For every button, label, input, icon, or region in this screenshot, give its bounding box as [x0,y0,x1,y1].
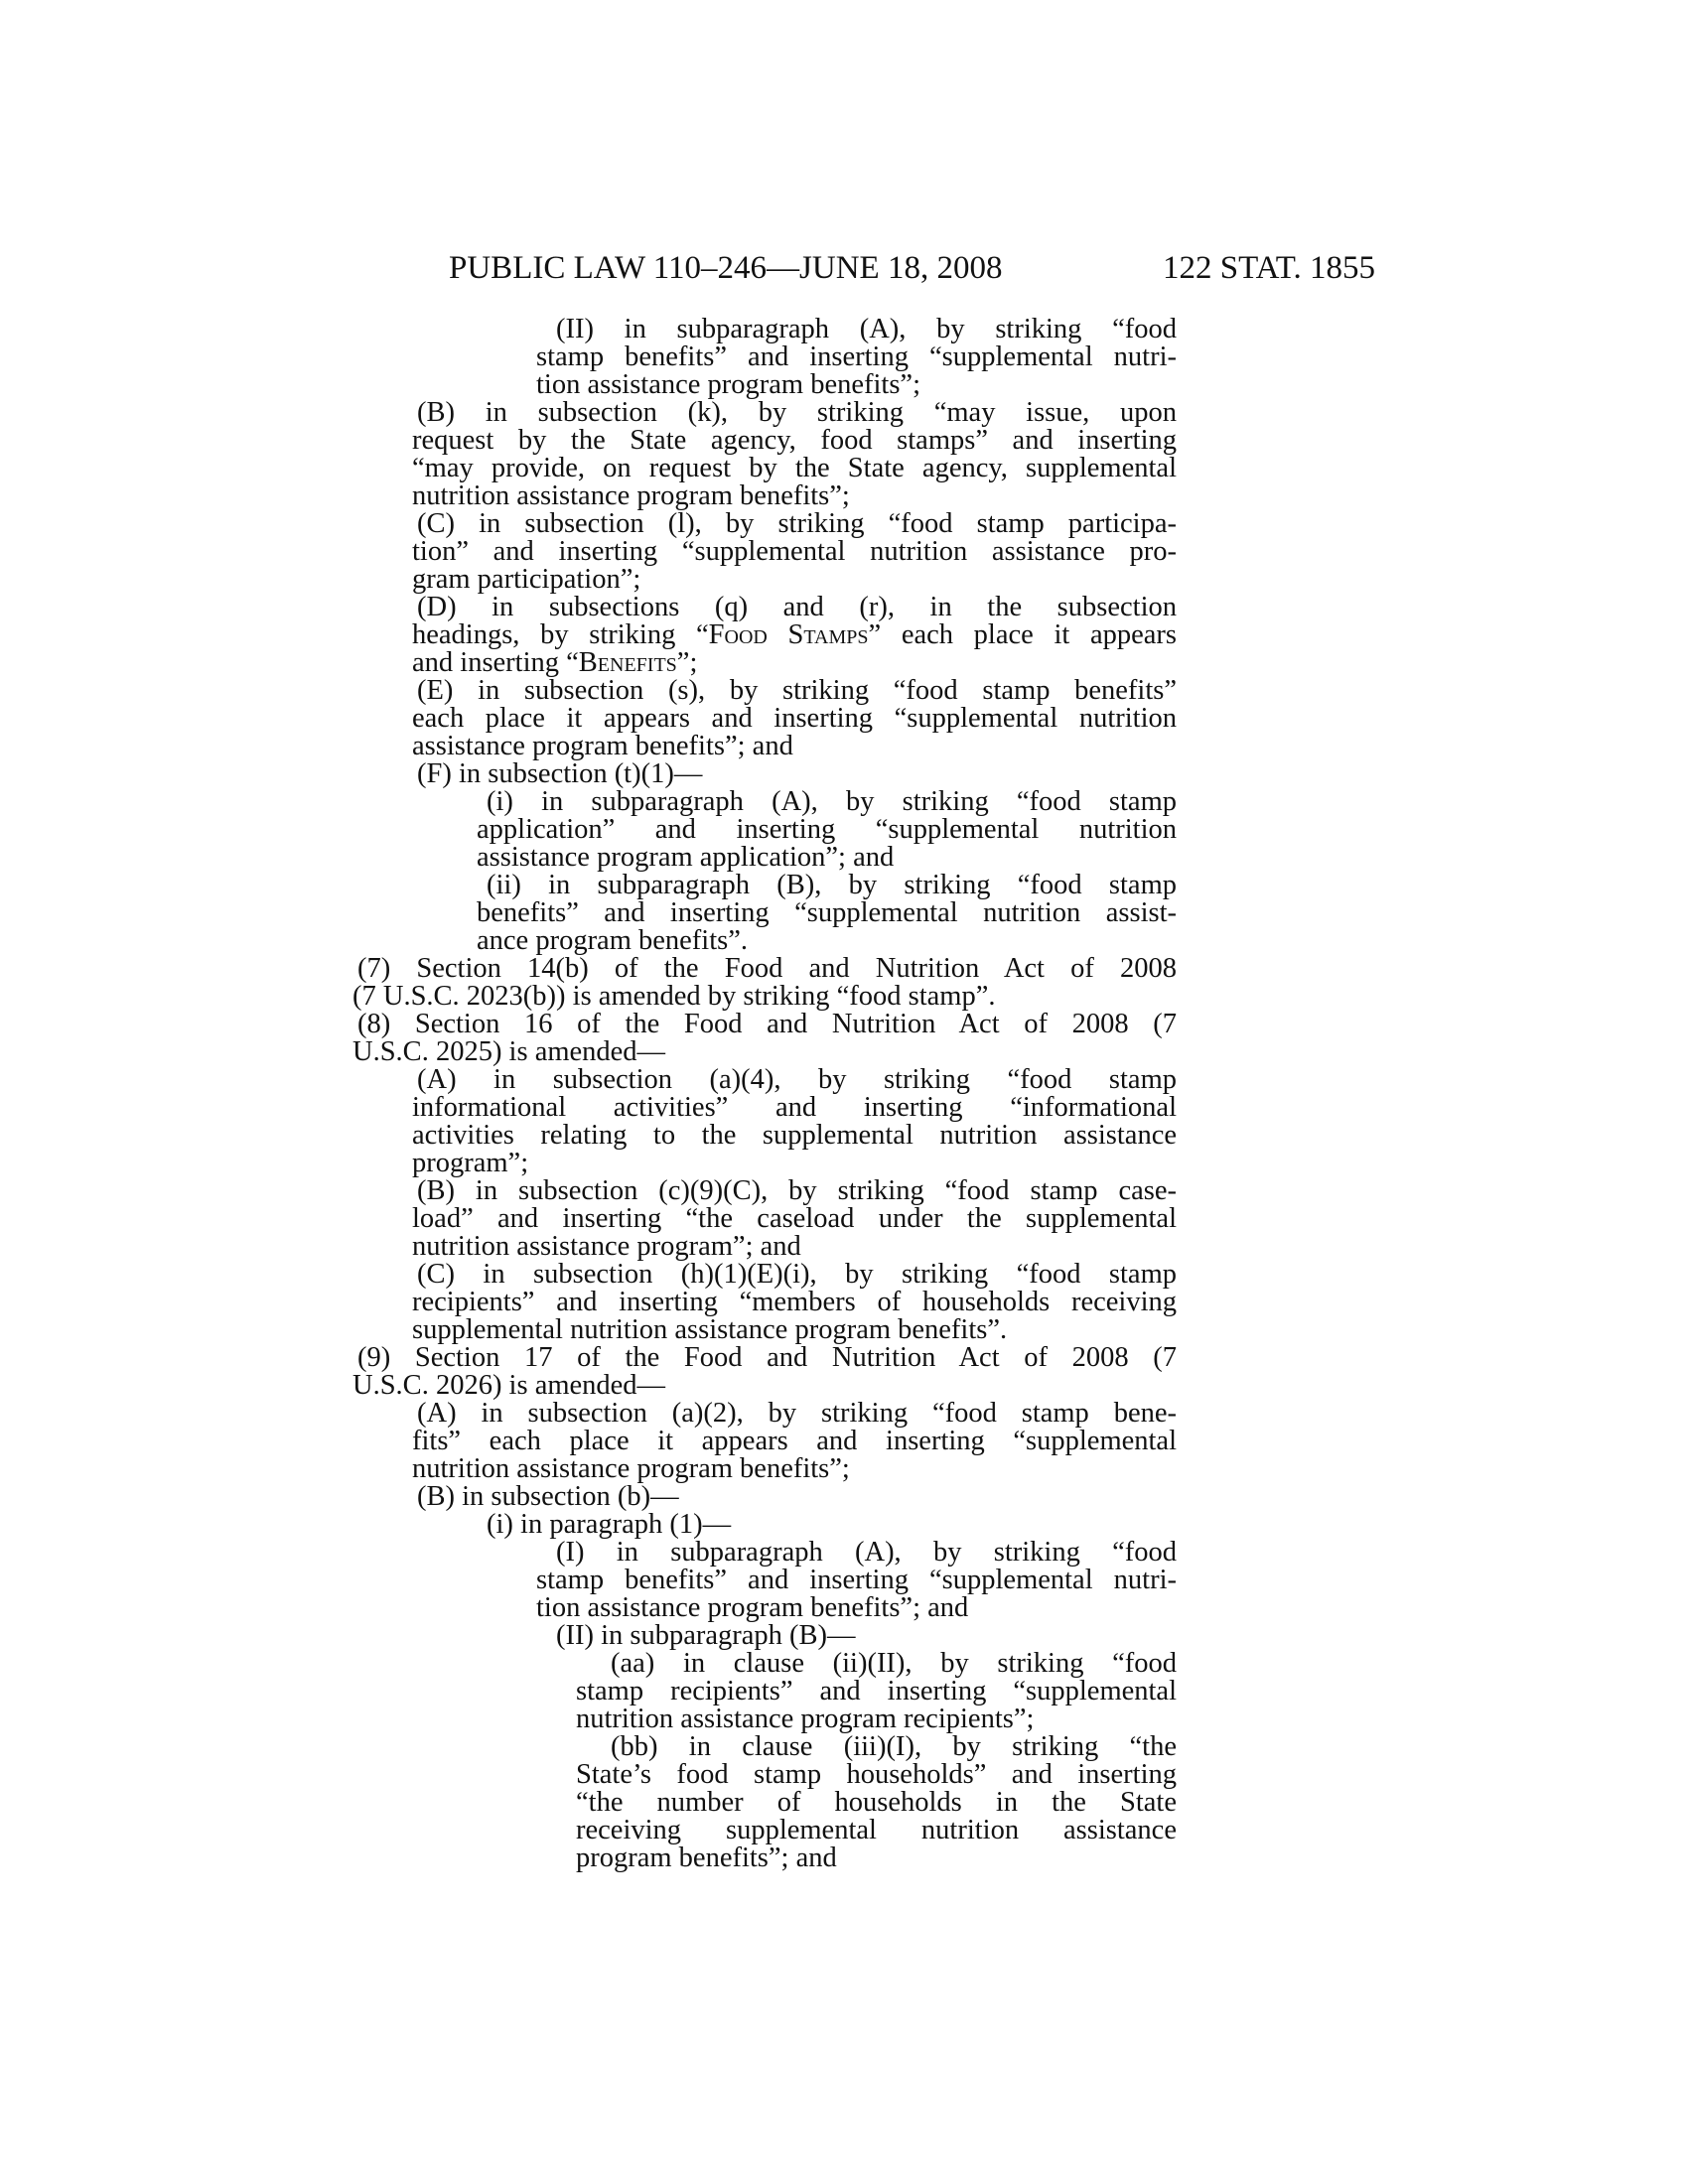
text-line: (ii) in subparagraph (B), by striking “food stamp [487,870,1177,900]
statute-text [352,314,1177,1873]
text-line: tion” and inserting “supplemental nutrition assistance pro- [412,536,1177,567]
text-line: activities relating to the supplemental nutrition assistance [412,1120,1177,1151]
text-line: (i) in subparagraph (A), by striking “food stamp [487,786,1177,817]
text-line: ance program benefits”. [477,925,748,956]
text-line: (7 U.S.C. 2023(b)) is amended by striking “food stamp”. [352,981,996,1012]
text-line: program benefits”; and [576,1843,837,1873]
text-line: (E) in subsection (s), by striking “food stamp benefits” [417,675,1177,706]
text-line: stamp recipients” and inserting “supplemental [576,1676,1177,1706]
text-line: program”; [412,1148,529,1178]
text-line: supplemental nutrition assistance program benefits”. [412,1314,1008,1345]
text-line: U.S.C. 2025) is amended— [352,1036,666,1067]
running-header [449,248,1375,288]
text-line: stamp benefits” and inserting “supplemental nutri- [536,1565,1177,1595]
text-line: U.S.C. 2026) is amended— [352,1370,666,1401]
text-line: nutrition assistance program benefits”; [412,1453,850,1484]
text-line: nutrition assistance program recipients”; [576,1704,1035,1734]
text-line: gram participation”; [412,564,641,595]
text-line: application” and inserting “supplemental nutrition [477,814,1177,845]
text-line: informational activities” and inserting “informational [412,1092,1177,1123]
text-line: headings, by striking “Food Stamps” each place it appears [412,619,1177,650]
text-line: (bb) in clause (iii)(I), by striking “the [611,1731,1177,1762]
text-line: (II) in subparagraph (A), by striking “food [556,314,1177,344]
text-line: (9) Section 17 of the Food and Nutrition Act of 2008 (7 [357,1342,1177,1373]
text-line: (II) in subparagraph (B)— [556,1620,856,1651]
text-line: stamp benefits” and inserting “supplemental nutri- [536,341,1177,372]
text-line: (B) in subsection (b)— [417,1481,679,1512]
text-line: (C) in subsection (l), by striking “food stamp participa- [417,508,1177,539]
text-line: benefits” and inserting “supplemental nutrition assist- [477,897,1177,928]
text-line: (B) in subsection (c)(9)(C), by striking “food stamp case- [417,1175,1177,1206]
text-line: tion assistance program benefits”; [536,369,921,400]
text-line: nutrition assistance program benefits”; [412,480,850,511]
text-line: fits” each place it appears and inserting “supplemental [412,1426,1177,1456]
text-line: and inserting “Benefits”; [412,647,698,678]
text-line: nutrition assistance program”; and [412,1231,801,1262]
text-line: recipients” and inserting “members of households receiving [412,1287,1177,1317]
header-page-number: 122 STAT. 1855 [1162,250,1375,286]
text-line: (C) in subsection (h)(1)(E)(i), by striking “food stamp [417,1259,1177,1290]
text-line: (D) in subsections (q) and (r), in the subsection [417,592,1177,622]
text-line: request by the State agency, food stamps” and inserting [412,425,1177,456]
text-line: “the number of households in the State [576,1787,1177,1818]
text-line: each place it appears and inserting “supplemental nutrition [412,703,1177,734]
text-line: (A) in subsection (a)(2), by striking “food stamp bene- [417,1398,1177,1429]
text-line: State’s food stamp households” and inserting [576,1759,1177,1790]
text-line: load” and inserting “the caseload under the supplemental [412,1203,1177,1234]
text-line: (8) Section 16 of the Food and Nutrition Act of 2008 (7 [357,1009,1177,1039]
text-line: (B) in subsection (k), by striking “may issue, upon [417,397,1177,428]
text-line: (7) Section 14(b) of the Food and Nutrition Act of 2008 [357,953,1177,984]
text-line: (i) in paragraph (1)— [487,1509,732,1540]
text-line: assistance program benefits”; and [412,731,793,761]
text-line: receiving supplemental nutrition assistance [576,1815,1177,1845]
text-line: (A) in subsection (a)(4), by striking “food stamp [417,1064,1177,1095]
text-line: assistance program application”; and [477,842,895,873]
text-line: (I) in subparagraph (A), by striking “food [556,1537,1177,1568]
text-line: (aa) in clause (ii)(II), by striking “food [611,1648,1177,1679]
text-line: “may provide, on request by the State agency, supplemental [412,453,1177,483]
header-citation: PUBLIC LAW 110–246—JUNE 18, 2008 [449,250,1003,286]
text-line: (F) in subsection (t)(1)— [417,758,703,789]
text-line: tion assistance program benefits”; and [536,1592,969,1623]
